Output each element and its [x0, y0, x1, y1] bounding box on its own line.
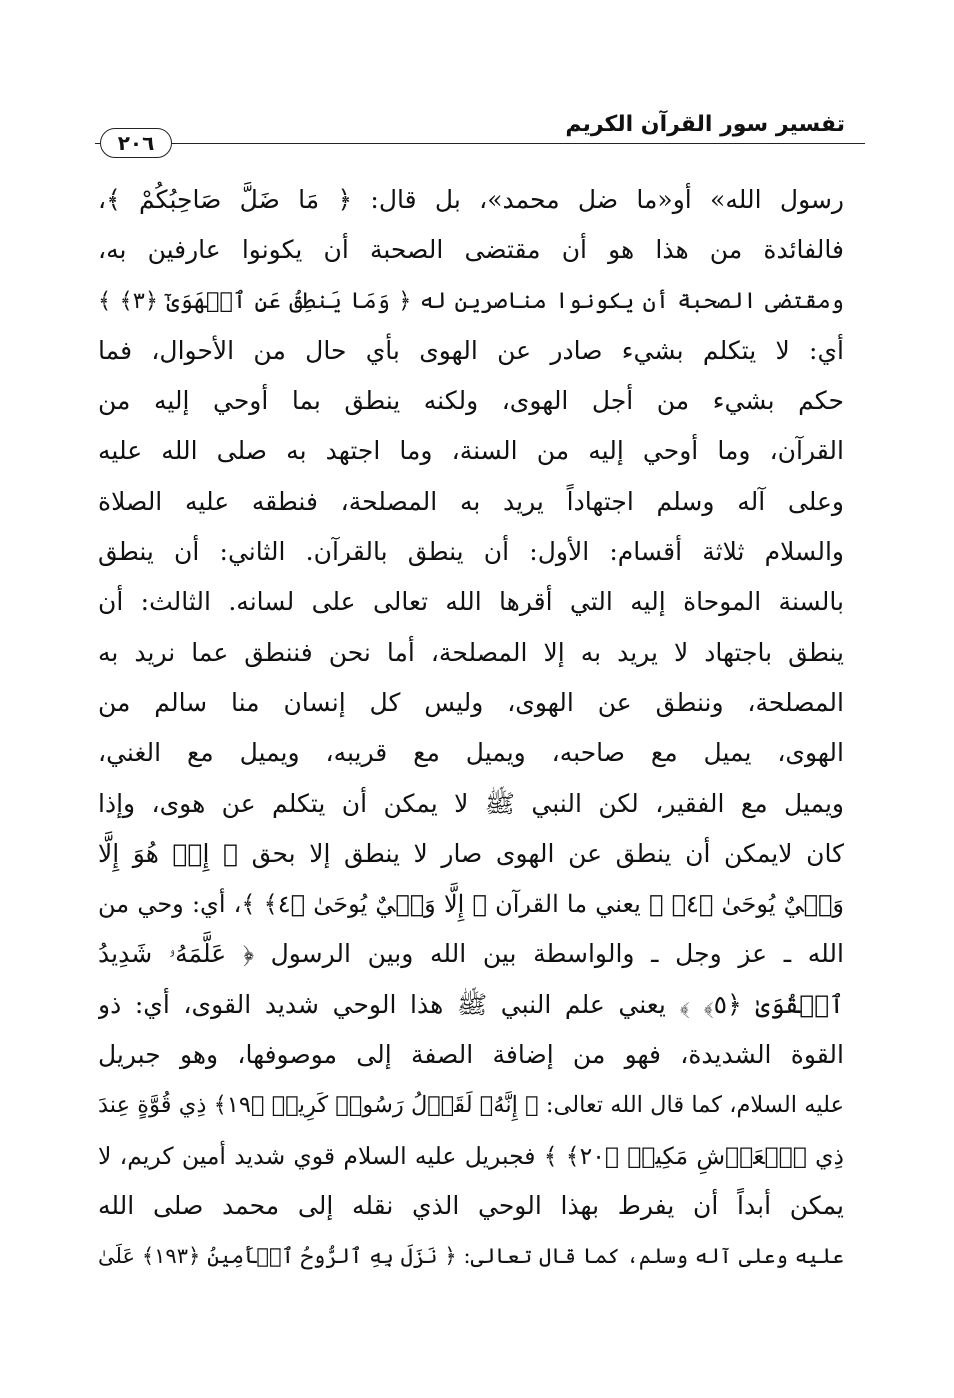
text-line: ومقتضى الصحبة أن يكونوا مناصرين له ﴿ وَمَا يَنطِقُ عَنِ ٱلۡهَوَىٰٓ ﴿٣﴾ ﴾	[98, 287, 844, 314]
text-line: الهوى، يميل مع صاحبه، ويميل مع قريبه، ويميل مع الغني،	[98, 738, 844, 768]
header-rule	[95, 143, 865, 144]
text-line: بالسنة الموحاة إليه التي أقرها الله تعالى على لسانه. الثالث: أن	[98, 587, 844, 617]
text-line: كان لايمكن أن ينطق عن الهوى صار لا ينطق إلا بحق ﴿ إِنۡ هُوَ إِلَّا	[98, 838, 844, 868]
text-line: وعلى آله وسلم اجتهاداً يريد به المصلحة، فنطقه عليه الصلاة	[98, 486, 844, 516]
text-line: والسلام ثلاثة أقسام: الأول: أن ينطق بالقرآن. الثاني: أن ينطق	[98, 537, 844, 567]
text-line: المصلحة، وننطق عن الهوى، وليس كل إنسان منا سالم من	[98, 687, 844, 717]
text-line: ويميل مع الفقير، لكن النبي ﷺ لا يمكن أن يتكلم عن هوى، وإذا	[98, 788, 844, 818]
text-line: ذِي ٱلۡعَرۡشِ مَكِينٖ ﴿٢٠﴾ ﴾ فجبريل عليه السلام قوي شديد أمين كريم، لا	[98, 1141, 844, 1170]
text-line: يمكن أبداً أن يفرط بهذا الوحي الذي نقله إلى محمد صلى الله	[98, 1190, 844, 1220]
text-line: ٱلۡقُوَىٰ ﴿٥﴾ ﴾ يعني علم النبي ﷺ هذا الوحي شديد القوى، أي: ذو	[98, 989, 844, 1019]
page-header	[95, 108, 865, 160]
body-text	[98, 175, 844, 1282]
page-number: ٢٠٦	[100, 128, 172, 158]
text-line: أي: لا يتكلم بشيء صادر عن الهوى بأي حال من الأحوال، فما	[98, 335, 844, 365]
text-line: عليه وعلى آله وسلم، كما قال تعالى: ﴿ نَزَلَ بِهِ ٱلرُّوحُ ٱلۡأَمِينُ ﴿١٩٣﴾ عَلَىٰ	[98, 1244, 844, 1269]
book-title: تفسير سور القرآن الكريم	[565, 112, 845, 137]
text-line: القوة الشديدة، فهو من إضافة الصفة إلى موصوفها، وهو جبريل	[98, 1040, 844, 1070]
text-line: وَحۡيٌ يُوحَىٰ ﴿٤﴾ ﴾ يعني ما القرآن ﴿ إِلَّا وَحۡيٌ يُوحَىٰ ﴿٤﴾ ﴾، أي: وحي من	[98, 890, 844, 919]
text-line: فالفائدة من هذا هو أن مقتضى الصحبة أن يكونوا عارفين به،	[98, 235, 844, 265]
text-line: عليه السلام، كما قال الله تعالى: ﴿ إِنَّهُۥ لَقَوۡلُ رَسُولٖ كَرِيمٖ ﴿١٩﴾ ذِي قُوَّةٍ عِندَ	[98, 1092, 844, 1119]
text-line: الله ـ عز وجل ـ والواسطة بين الله وبين الرسول ﴿ عَلَّمَهُۥ شَدِيدُ	[98, 939, 844, 969]
text-line: حكم بشيء من أجل الهوى، ولكنه ينطق بما أوحي إليه من	[98, 386, 844, 416]
text-line: القرآن، وما أوحي إليه من السنة، وما اجتهد به صلى الله عليه	[98, 436, 844, 466]
text-line: رسول الله» أو«ما ضل محمد»، بل قال: ﴿ مَا ضَلَّ صَاحِبُكُمْ ﴾،	[98, 185, 844, 214]
text-line: ينطق باجتهاد لا يريد به إلا المصلحة، أما نحن فننطق عما نريد به	[98, 637, 844, 667]
